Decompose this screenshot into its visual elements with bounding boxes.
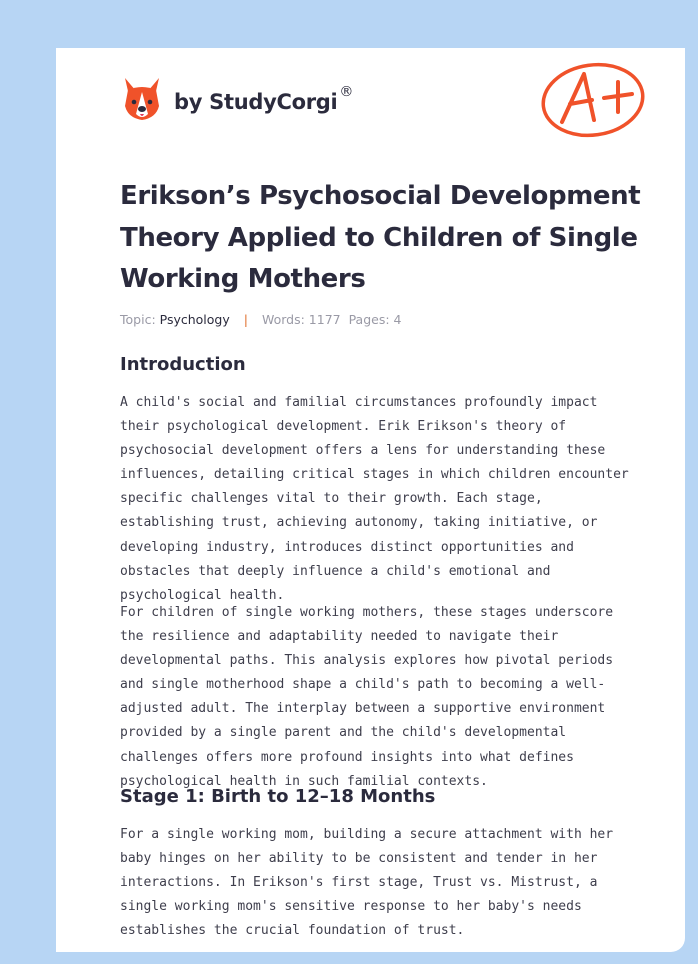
document-page [56, 48, 685, 952]
article-title: Erikson’s Psychosocial Development Theory Applied to Children of Single Working Mothers [120, 181, 641, 294]
article-meta [120, 312, 402, 327]
pages-label: Pages: [348, 312, 390, 327]
brand-header[interactable] [122, 76, 353, 122]
paragraph-intro-1: A child's social and familial circumstances profoundly impact their psychological development. Erik Erikson's theory of psychosocial development offers a lens for understanding these influences, detailing critical stages in which children encounter specific challenges vital to their growth. Each stage, establishing trust, achieving autonomy, taking initiative, or developing industry, introduces distinct opportunities and obstacles that deeply influence a child's emotional and psychological health. [120, 395, 629, 603]
topic-label: Topic: [120, 312, 156, 327]
section-heading-introduction: Introduction [120, 354, 246, 375]
grade-a-plus-badge-icon [538, 58, 650, 142]
section-heading-stage-1: Stage 1: Birth to 12–18 Months [120, 786, 436, 807]
words-value: 1177 [308, 312, 341, 327]
pages-value: 4 [393, 312, 402, 327]
brand-name: by StudyCorgi ® [174, 84, 354, 114]
paragraph-intro-2: For children of single working mothers, these stages underscore the resilience and adaptability needed to navigate their developmental paths. This analysis explores how pivotal periods and single motherhood shape a child's path to becoming a well-adjusted adult. The interplay between a supportive environment provided by a single parent and the child's developmental challenges offers more profound insights into what defines psychological health in such familial contexts. [120, 605, 614, 789]
words-label: Words: [261, 312, 305, 327]
corgi-logo-icon [122, 76, 162, 122]
meta-separator: | [243, 312, 248, 327]
paragraph-stage-1: For a single working mom, building a secure attachment with her baby hinges on her ability to be consistent and tender in her interactions. In Erikson's first stage, Trust vs. Mistrust, a single working mom's sensitive response to her baby's needs establishes the crucial foundation of trust. [120, 827, 614, 939]
topic-value[interactable]: Psychology [159, 312, 230, 327]
